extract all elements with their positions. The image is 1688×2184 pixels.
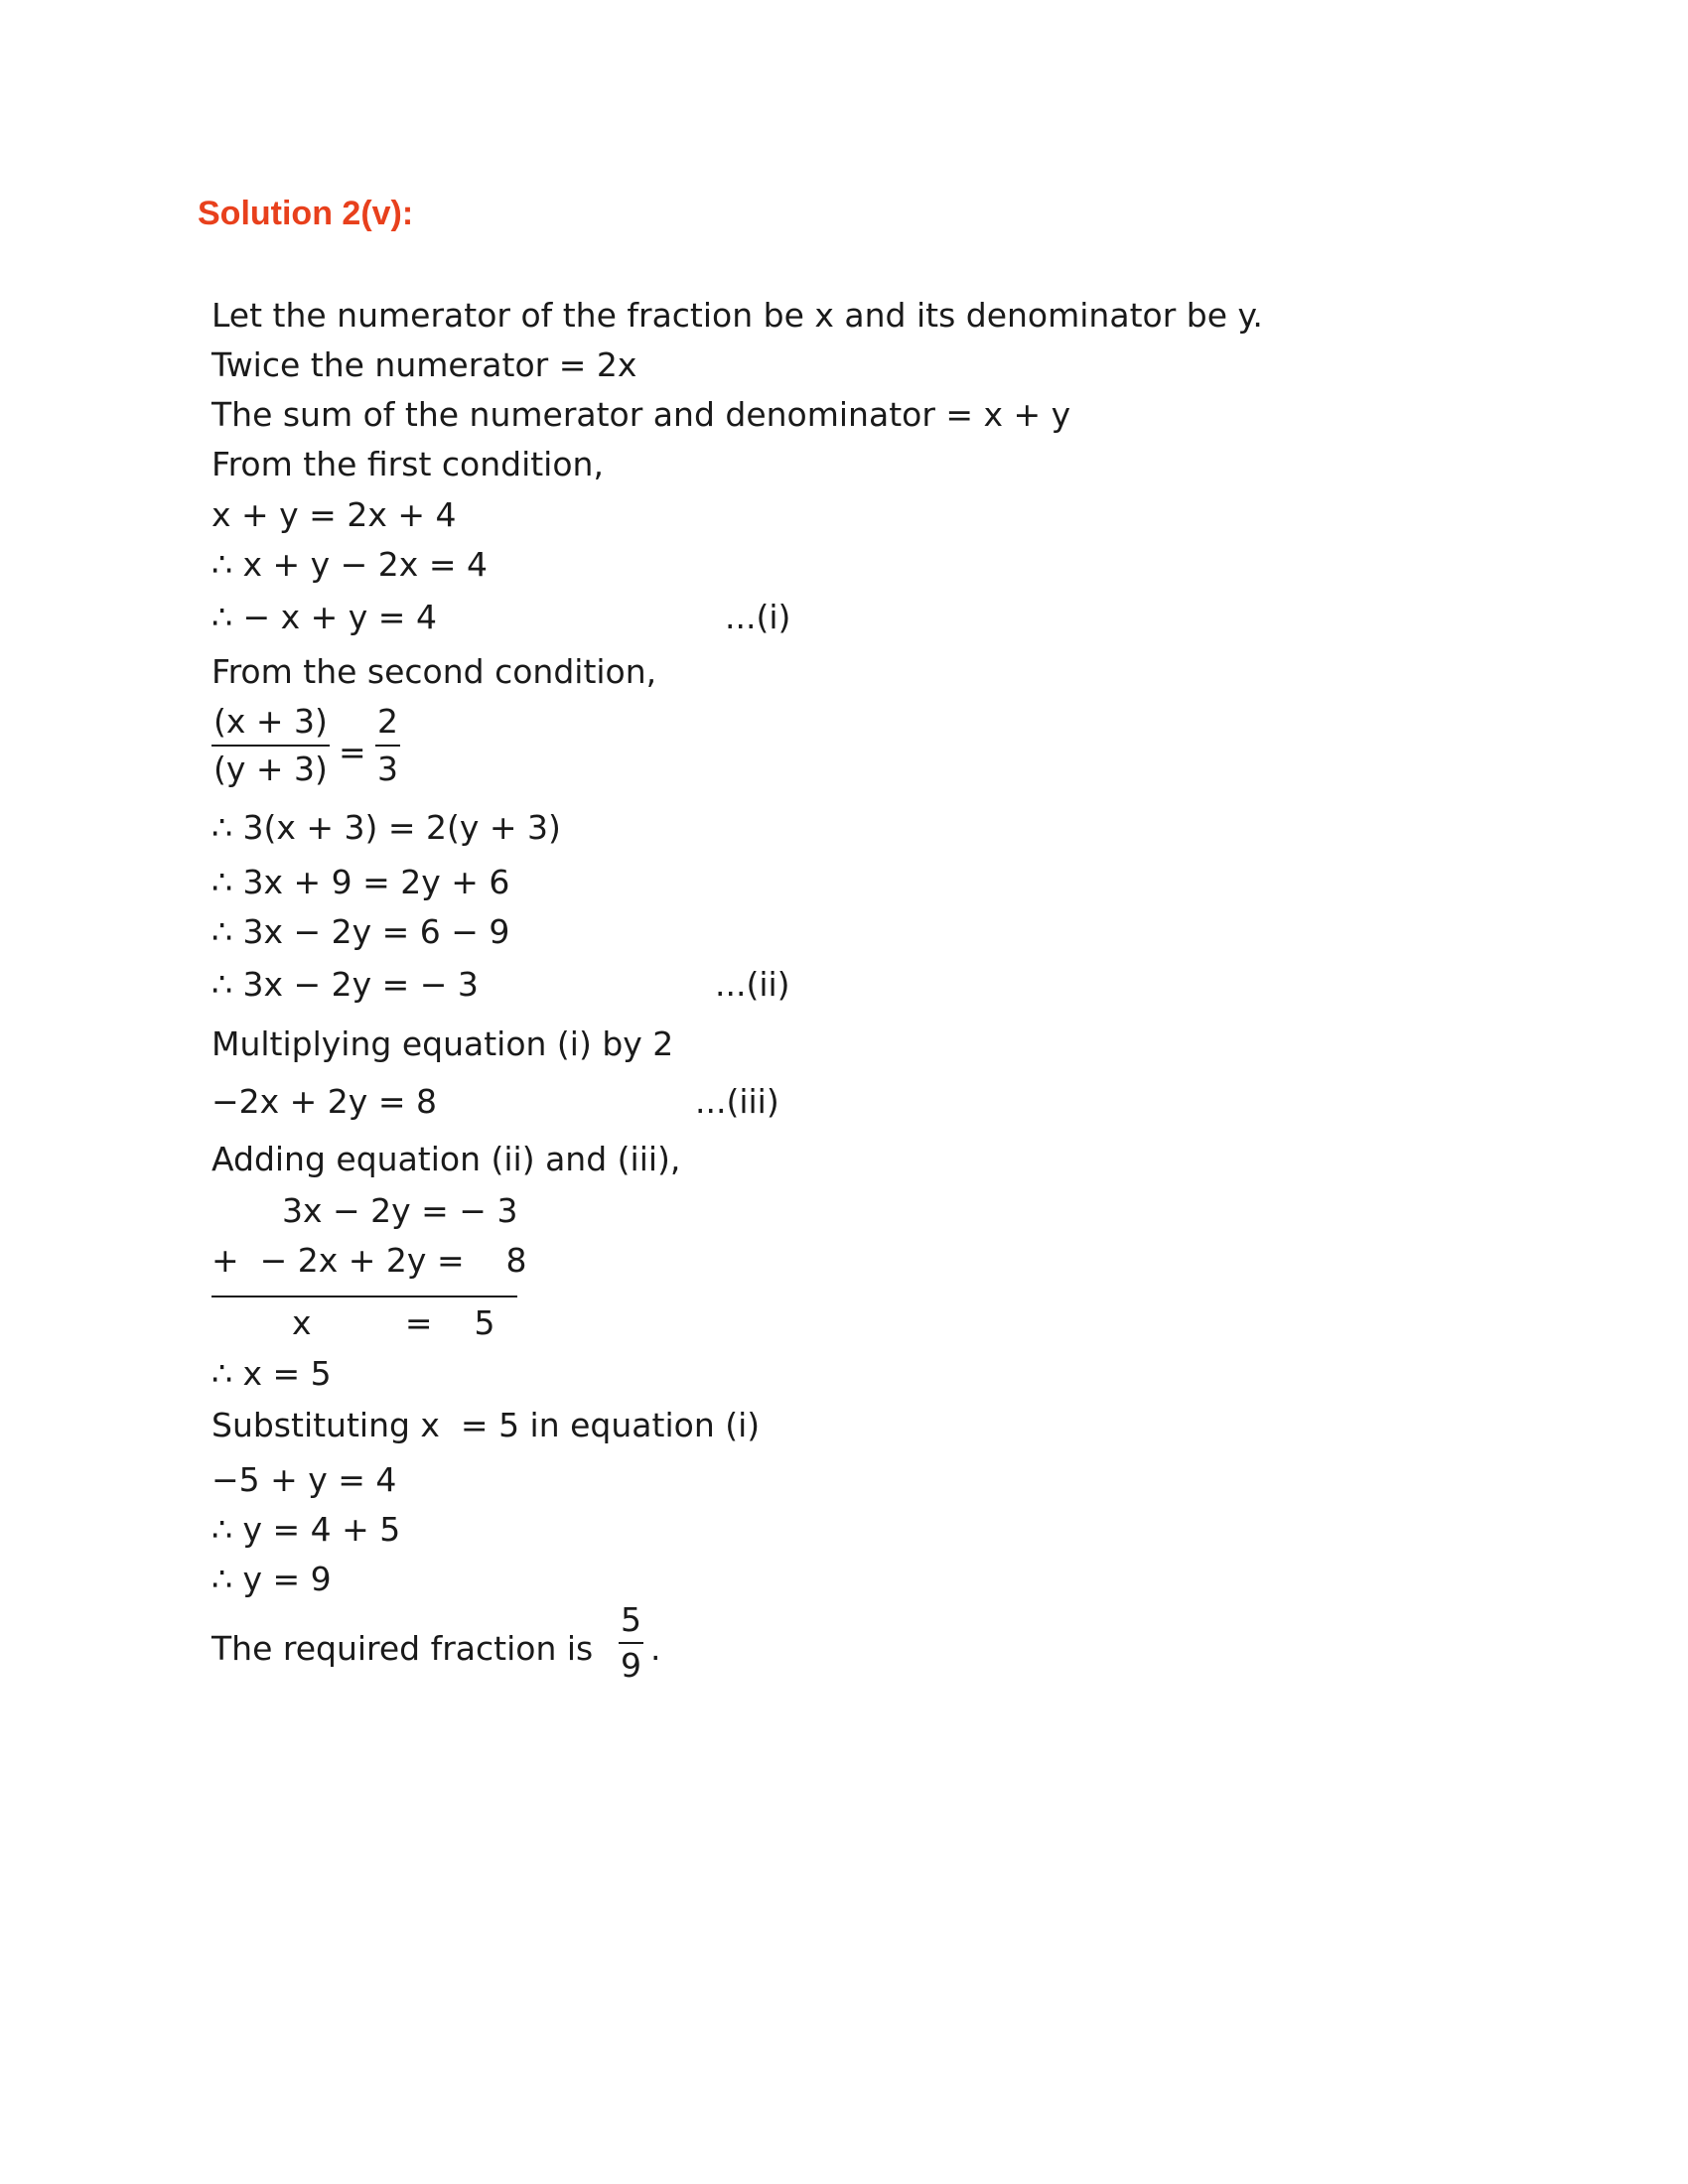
fraction-rhs — [375, 703, 400, 788]
equation-i: ∴ − x + y = 4 — [211, 598, 437, 636]
equation-iii-tag: ...(iii) — [695, 1082, 779, 1121]
answer-period: . — [650, 1629, 661, 1668]
equation-line: ∴ y = 9 — [211, 1560, 332, 1598]
equation-line: −5 + y = 4 — [211, 1460, 397, 1499]
answer-label: The required fraction is — [211, 1629, 594, 1668]
statement-line-1: Let the numerator of the fraction be x and its denominator be y. — [211, 296, 1263, 335]
answer-denominator: 9 — [621, 1646, 641, 1685]
adding-label: Adding equation (ii) and (iii), — [211, 1140, 681, 1178]
fraction-rhs-denominator: 3 — [377, 750, 398, 788]
statement-line-3: The sum of the numerator and denominator = x + y — [211, 395, 1071, 434]
equation-iii: −2x + 2y = 8 — [211, 1082, 437, 1121]
equation-line: ∴ y = 4 + 5 — [211, 1510, 401, 1549]
addition-result: x = 5 — [292, 1303, 495, 1342]
fraction-equals: = — [339, 733, 366, 771]
first-condition-label: From the first condition, — [211, 445, 604, 483]
addition-row-1: 3x − 2y = − 3 — [282, 1191, 518, 1230]
fraction-lhs-numerator: (x + 3) — [211, 703, 330, 747]
multiply-label: Multiplying equation (i) by 2 — [211, 1024, 674, 1063]
second-condition-label: From the second condition, — [211, 652, 657, 691]
equation-line: x + y = 2x + 4 — [211, 495, 457, 534]
equation-line: ∴ x = 5 — [211, 1354, 332, 1393]
equation-line: ∴ 3x − 2y = 6 − 9 — [211, 912, 510, 951]
substitution-label: Substituting x = 5 in equation (i) — [211, 1406, 761, 1444]
addition-row-2: + − 2x + 2y = 8 — [211, 1241, 527, 1280]
solution-heading: Solution 2(v): — [198, 195, 414, 232]
fraction-lhs-denominator: (y + 3) — [213, 750, 328, 788]
equation-line: ∴ 3(x + 3) = 2(y + 3) — [211, 808, 561, 847]
answer-fraction — [619, 1602, 643, 1684]
equation-ii-tag: ...(ii) — [715, 965, 790, 1004]
fraction-lhs — [211, 703, 330, 788]
statement-line-2: Twice the numerator = 2x — [211, 345, 637, 384]
addition-rule — [211, 1296, 517, 1297]
equation-line: ∴ x + y − 2x = 4 — [211, 545, 488, 584]
equation-i-tag: ...(i) — [725, 598, 791, 636]
fraction-rhs-numerator: 2 — [375, 703, 400, 747]
equation-ii: ∴ 3x − 2y = − 3 — [211, 965, 479, 1004]
answer-numerator: 5 — [619, 1602, 643, 1644]
equation-line: ∴ 3x + 9 = 2y + 6 — [211, 863, 510, 901]
